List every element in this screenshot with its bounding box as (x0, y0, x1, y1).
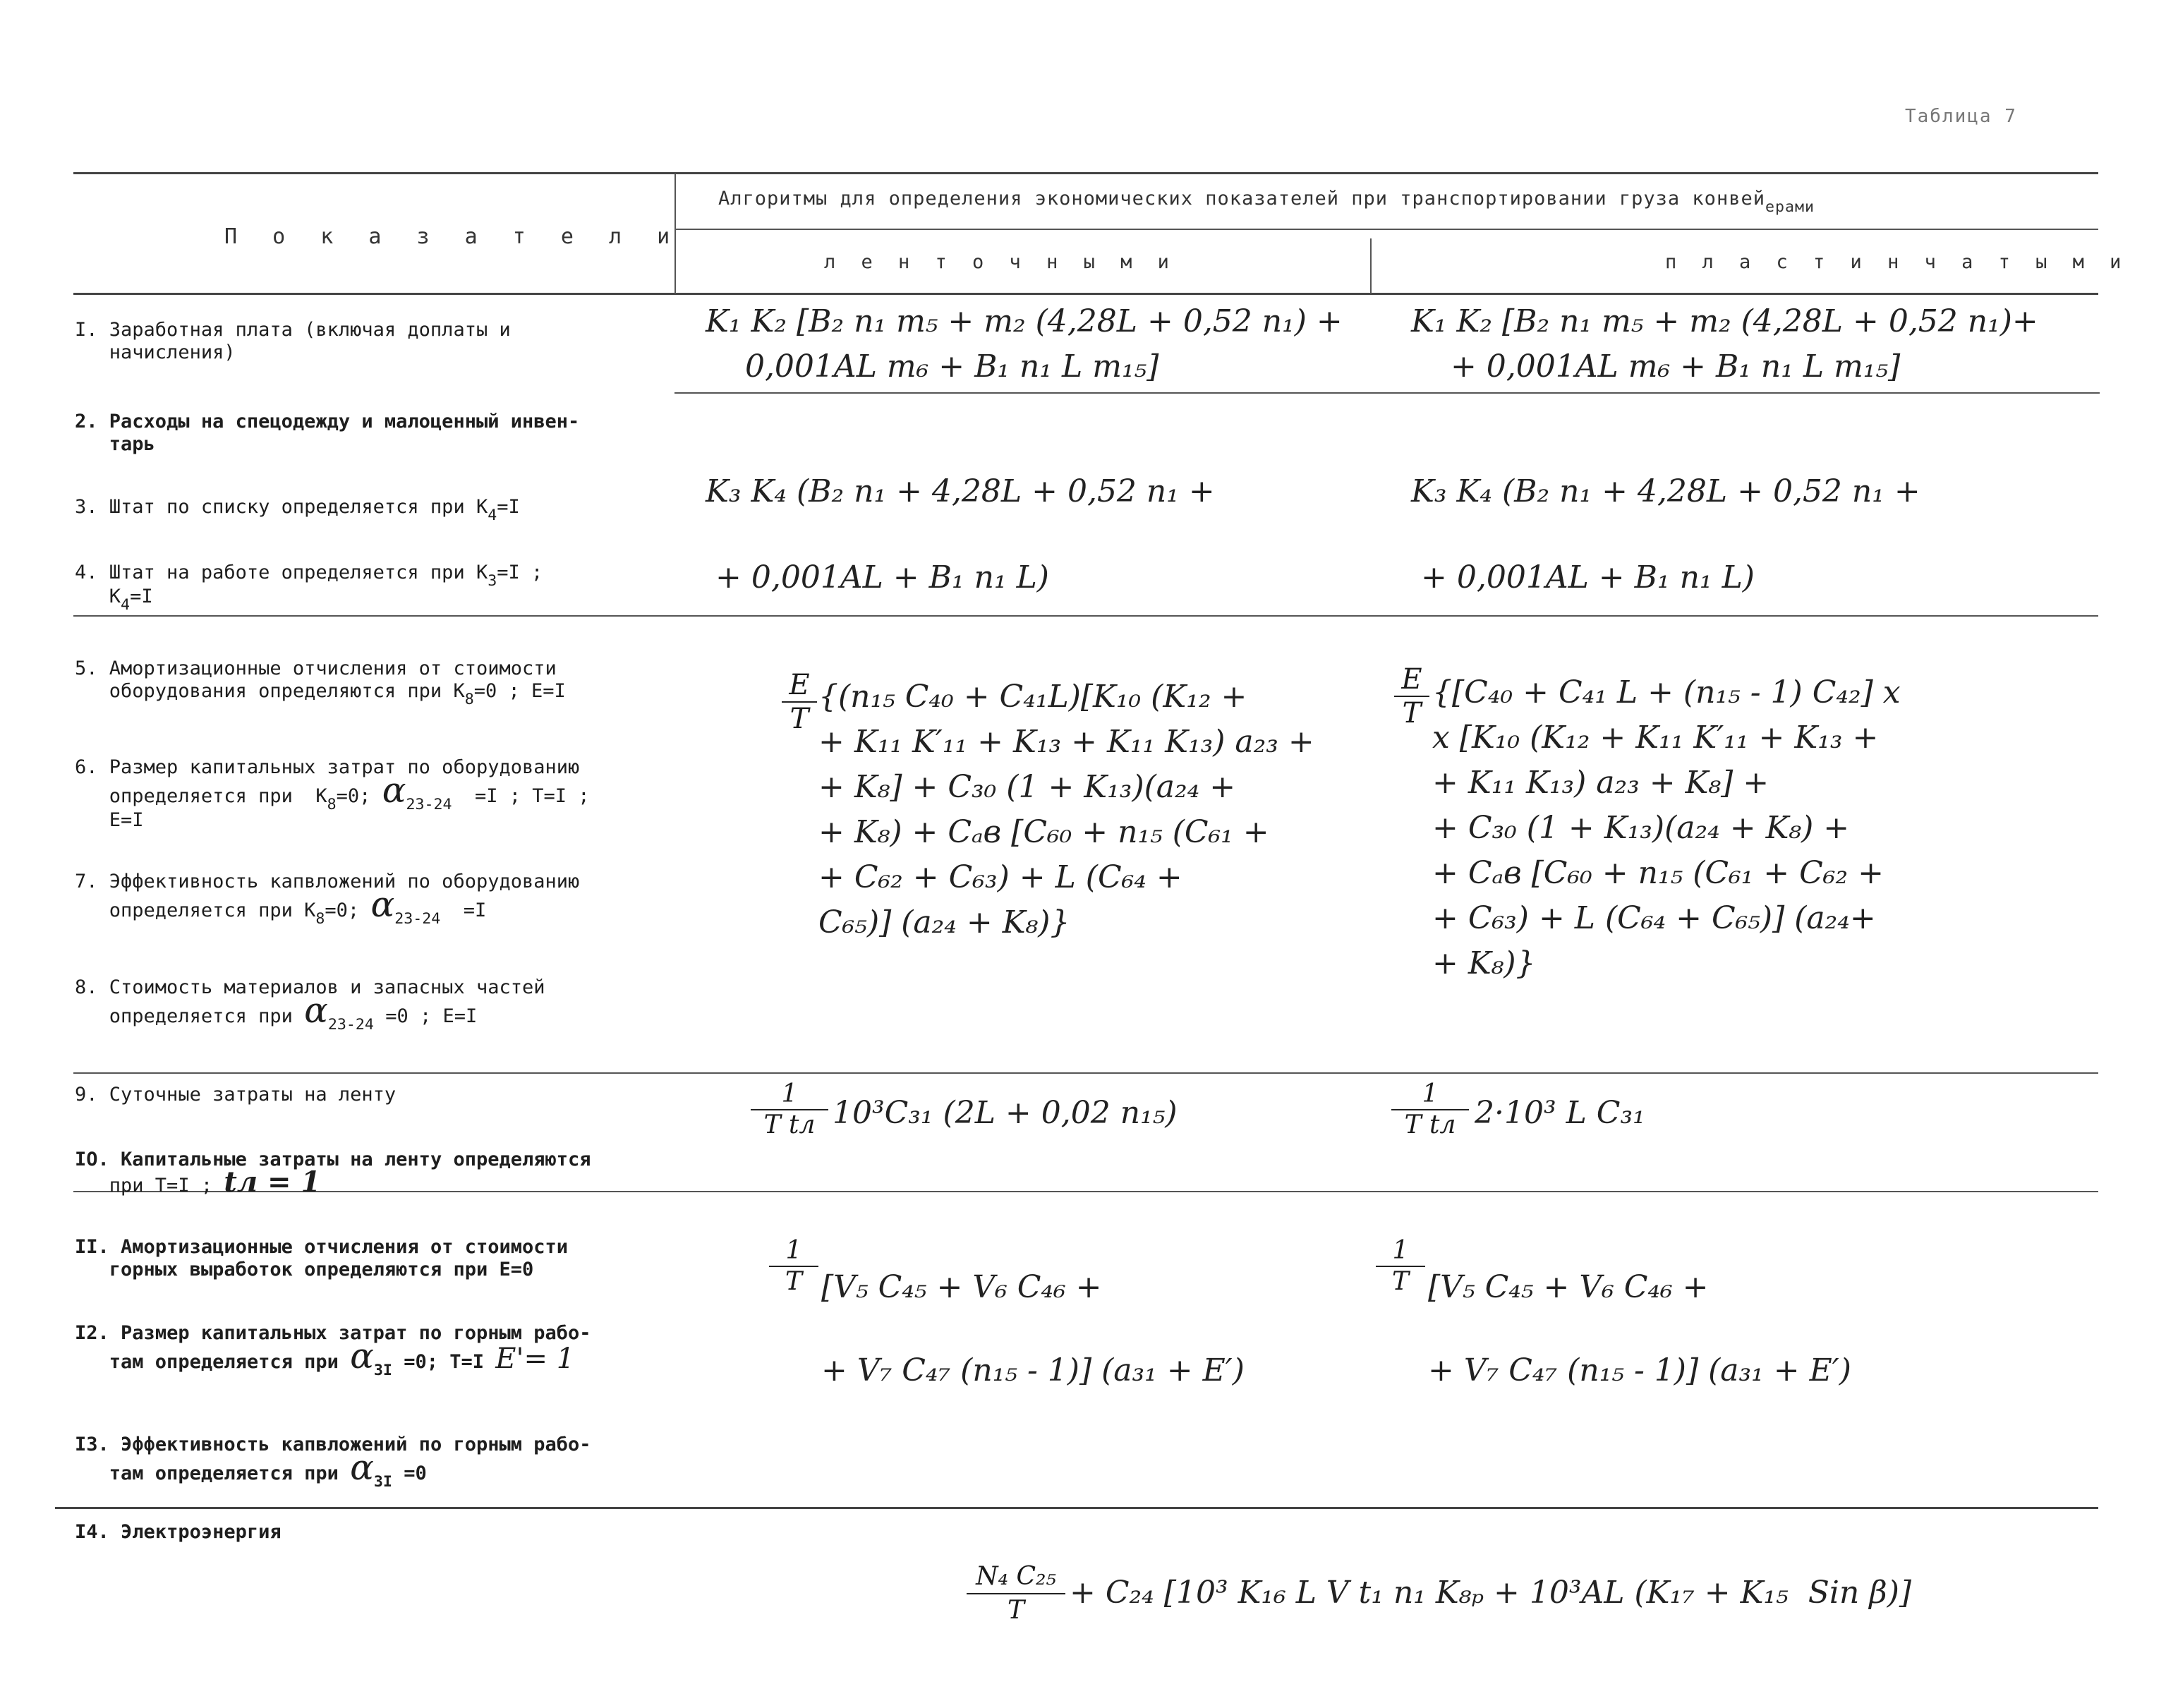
formula-plate-11: [V₅ C₄₅ + V₆ C₄₆ + + V₇ C₄₇ (n₁₅ - 1)] (a₃₁ + E′) (1428, 1269, 1851, 1388)
header-algorithms-title (718, 188, 1815, 216)
formula-belt-5: {(n₁₅ C₄₀ + C₄₁L)[K₁₀ (K₁₂ + + K₁₁ K′₁₁ + K₁₃ + K₁₁ K₁₃) a₂₃ + + K₈] + C₃₀ (1 + K₁₃)(a₂₄ + + K₈) + Cₐв [C₆₀ + n₁₅ (C₆₁ + + C₆₂ + C₆₃) + L (C₆₄ + C₆₅)] (a₂₄ + K₈)} (818, 679, 1314, 940)
header-indicators: П о к а з а т е л и (224, 224, 682, 249)
formula-belt-9-frac: 1 T tл (751, 1079, 828, 1140)
formula-plate-2: K₃ K₄ (B₂ n₁ + 4,28L + 0,52 n₁ + + 0,001AL + B₁ n₁ L) (1411, 473, 1920, 595)
row-13: I3. Эффективность капвложений по горным рабо- там определяется при $\alpha_{3I} =0$ (75, 1434, 591, 1491)
formula-electricity: + C₂₄ [10³ K₁₆ L V t₁ n₁ K₈ₚ + 10³AL (K₁₇ + K₁₅ Sin β)] (1070, 1575, 1912, 1611)
formula-plate-9-frac: 1 T tл (1391, 1079, 1469, 1140)
row-5: 5. Амортизационные отчисления от стоимости оборудования определяются при $K_8=0$ ; E=I (75, 658, 566, 708)
belt-5-num: E (789, 669, 810, 701)
row-3: 3. Штат по списку определяется при $K_4=I$ (75, 496, 520, 524)
rule-after-13 (55, 1507, 2098, 1509)
formula-belt-1: K₁ K₂ [B₂ n₁ m₅ + m₂ (4,28L + 0,52 n₁) + 0,001AL m₆ + B₁ n₁ L m₁₅] (706, 303, 1343, 384)
row-2: 2. Расходы на спецодежду и малоценный инвен- тарь (75, 411, 580, 455)
row-1: I. Заработная плата (включая доплаты и начисления) (75, 319, 511, 363)
row-12: I2. Размер капитальных затрат по горным рабо- там определяется при $\alpha_{3I} =0$; T=I E'= 1 (75, 1322, 591, 1379)
header-algorithms-tail: ерами (1765, 198, 1815, 216)
row-11: II. Амортизационные отчисления от стоимости горных выработок определяются при E=0 (75, 1236, 569, 1280)
rule-after-8 (73, 1072, 2098, 1074)
plate-5-den: T (1394, 696, 1429, 729)
row-9: 9. Суточные затраты на ленту (75, 1084, 397, 1106)
header-belt: л е н т о ч н ы м и (824, 251, 1176, 273)
row-10: IO. Капитальные затраты на ленту определяются при T=I ; tл = 1 (75, 1149, 591, 1199)
header-divider-mid (1370, 238, 1372, 293)
formula-plate-1: K₁ K₂ [B₂ n₁ m₅ + m₂ (4,28L + 0,52 n₁)+ + 0,001AL m₆ + B₁ n₁ L m₁₅] (1411, 303, 2038, 384)
formula-belt-11-frac: 1 T (769, 1236, 818, 1297)
row-8: 8. Стоимость материалов и запасных частей определяется при $\alpha_{23-24} =0$ ; E=I (75, 976, 545, 1034)
table-caption: Таблица 7 (1905, 106, 2017, 127)
formula-plate-11-frac: 1 T (1376, 1236, 1425, 1297)
formula-belt-2: K₃ K₄ (B₂ n₁ + 4,28L + 0,52 n₁ + + 0,001AL + B₁ n₁ L) (706, 473, 1215, 595)
formula-plate-5: {[C₄₀ + C₄₁ L + (n₁₅ - 1) C₄₂] x x [K₁₀ (K₁₂ + K₁₁ K′₁₁ + K₁₃ + + K₁₁ K₁₃) a₂₃ + K₈] + + C₃₀ (1 + K₁₃)(a₂₄ + K₈) + + Cₐв [C₆₀ + n₁₅ (C₆₁ + C₆₂ + + C₆₃) + L (C₆₄ + C₆₅)] (a₂₄+ + K₈)} (1432, 674, 1901, 981)
table-top-rule (73, 172, 2098, 174)
rule-after-1 (674, 392, 2100, 394)
formula-elec-frac: N₄ C₂₅ T (967, 1561, 1065, 1627)
formula-belt-5-prefix (782, 669, 817, 735)
belt-5-den: T (782, 701, 817, 735)
formula-belt-11: [V₅ C₄₅ + V₆ C₄₆ + + V₇ C₄₇ (n₁₅ - 1)] (a₃₁ + E′) (821, 1269, 1245, 1388)
header-bottom-rule (73, 293, 2098, 295)
header-plate: п л а с т и н ч а т ы м и (1665, 251, 2129, 273)
formula-plate-5-prefix (1394, 663, 1429, 729)
formula-plate-9: 2·10³ L C₃₁ (1475, 1095, 1645, 1131)
row-4: 4. Штат на работе определяется при $K_3=I$ ; $K_4=I$ (75, 562, 543, 614)
row-6: 6. Размер капитальных затрат по оборудованию определяется при $K_8=0$; $\alpha_{23-24} =I$ ; T=I ; E=I (75, 756, 590, 831)
formula-belt-9: 10³C₃₁ (2L + 0,02 n₁₅) (833, 1095, 1178, 1131)
header-algorithms-text: Алгоритмы для определения экономических показателей при транспортировании груза конвей (718, 188, 1765, 210)
row-14: I4. Электроэнергия (75, 1521, 282, 1543)
header-mid-rule (674, 229, 2098, 230)
row-7: 7. Эффективность капвложений по оборудованию определяется при $K_8=0$; $\alpha_{23-24} =I$ (75, 871, 580, 928)
plate-5-num: E (1401, 663, 1422, 696)
